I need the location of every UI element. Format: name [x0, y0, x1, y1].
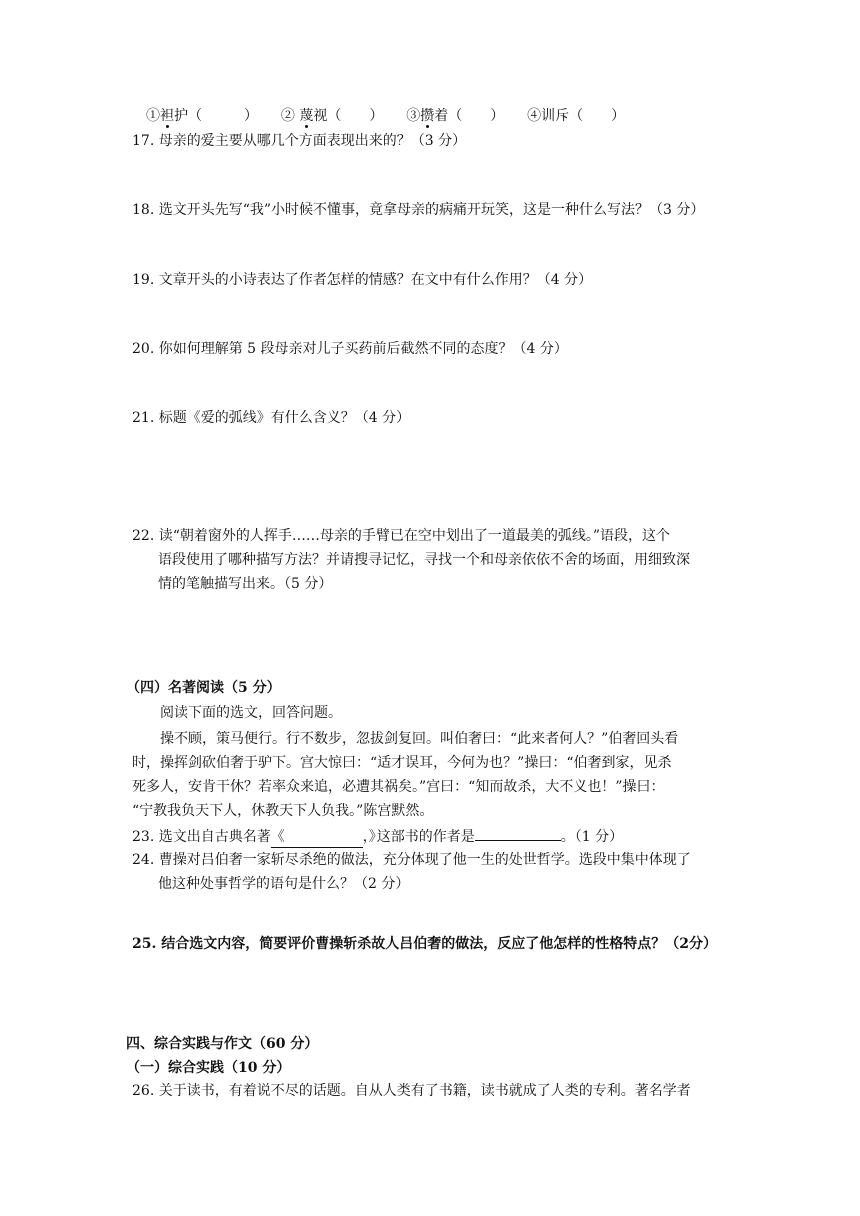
vocab-item-3: ③攒着（ ）: [406, 108, 505, 124]
dotted-char: 袒: [160, 108, 174, 124]
dotted-char: 蔑: [299, 108, 314, 124]
question-24-line-1: 24. 曹操对吕伯奢一家斩尽杀绝的做法，充分体现了他一生的处世哲学。选段中集中体现了: [132, 852, 691, 868]
question-22-line-1: 22. 读“朝着窗外的人挥手……母亲的手臂已在空中划出了一道最美的弧线。”语段，这个: [132, 528, 671, 544]
question-17: 17. 母亲的爱主要从哪几个方面表现出来的？（3 分）: [132, 133, 467, 149]
question-22-line-3: 情的笔触描写出来。（5 分）: [158, 576, 333, 592]
question-22-line-2: 语段使用了哪种描写方法？并请搜寻记忆，寻找一个和母亲依依不舍的场面，用细致深: [158, 552, 690, 568]
vocab-item-1: ①袒护（ ）: [146, 108, 258, 124]
question-21: 21. 标题《爱的弧线》有什么含义？（4 分）: [132, 410, 411, 426]
question-20: 20. 你如何理解第 5 段母亲对儿子买药前后截然不同的态度？（4 分）: [132, 341, 568, 357]
vocab-item-4: ④训斥（ ）: [527, 108, 626, 124]
passage-line-2: 时，操挥剑砍伯奢于驴下。宫大惊曰：“适才误耳，今何为也？”操曰：“伯奢到家，见杀: [132, 755, 672, 771]
question-24-line-2: 他这种处事哲学的语句是什么？（2 分）: [158, 876, 410, 892]
question-25: 25. 结合选文内容，简要评价曹操斩杀故人吕伯奢的做法，反应了他怎样的性格特点？（2分）: [132, 936, 717, 952]
part-heading-practice-writing: 四、综合实践与作文（60 分）: [126, 1036, 319, 1052]
dotted-char: 攒: [420, 108, 435, 124]
author-blank[interactable]: [475, 840, 561, 841]
passage-line-4: “宁教我负天下人，休教天下人负我。”陈宫默然。: [132, 803, 434, 819]
question-26: 26. 关于读书，有着说不尽的话题。自从人类有了书籍，读书就成了人类的专利。著名学者: [132, 1083, 691, 1099]
passage-line-1: 操不顾，策马便行。行不数步，忽拔剑复回。叫伯奢曰：“此来者何人？”伯奢回头看: [160, 731, 679, 747]
passage-line-3: 死多人，安肯干休？若率众来追，必遭其祸矣。”宫曰：“知而故杀，大不义也！”操曰：: [132, 779, 665, 795]
vocab-line: [146, 106, 625, 126]
vocab-item-2: ② 蔑视（ ）: [280, 108, 384, 124]
question-23: 23. 选文出自古典名著《 》，这部书的作者是 。（1 分）: [132, 827, 623, 848]
book-title-blank[interactable]: 《 》: [271, 827, 363, 848]
section-heading-classics: （四）名著阅读（5 分）: [126, 680, 281, 696]
sub-heading-practice: （一）综合实践（10 分）: [126, 1060, 291, 1076]
question-18: 18. 选文开头先写“我”小时候不懂事，竟拿母亲的病痛开玩笑，这是一种什么写法？（3 分）: [132, 202, 705, 218]
reading-instruction: 阅读下面的选文，回答问题。: [160, 705, 342, 721]
question-19: 19. 文章开头的小诗表达了作者怎样的情感？在文中有什么作用？（4 分）: [132, 272, 593, 288]
